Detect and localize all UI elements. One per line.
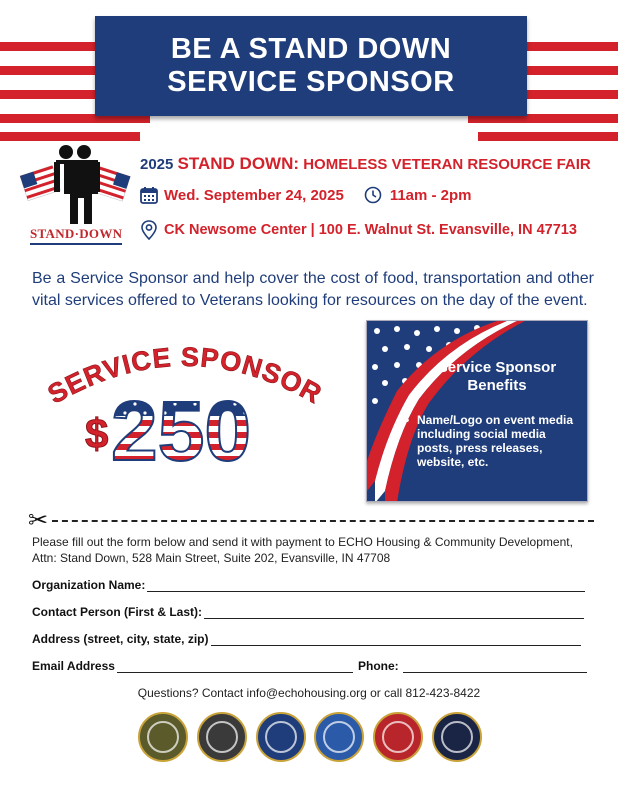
navy-seal-icon bbox=[197, 712, 247, 762]
phone-field[interactable] bbox=[358, 659, 587, 673]
flag-corner-graphic bbox=[367, 321, 588, 502]
event-year: 2025 bbox=[140, 156, 174, 173]
logo-text: STAND·DOWN bbox=[30, 226, 122, 245]
army-seal-icon bbox=[138, 712, 188, 762]
contact-person-field[interactable] bbox=[32, 605, 584, 619]
event-location-row bbox=[140, 220, 577, 240]
event-title-rest: HOMELESS VETERAN RESOURCE FAIR bbox=[303, 156, 591, 173]
email-label: Email Address bbox=[32, 659, 115, 673]
clock-icon bbox=[364, 186, 382, 204]
calendar-icon bbox=[140, 186, 158, 204]
benefits-card bbox=[366, 320, 588, 502]
organization-label: Organization Name: bbox=[32, 578, 146, 592]
event-title bbox=[140, 154, 591, 174]
benefits-item: • Name/Logo on event media including social media posts, press releases, website, etc. bbox=[405, 413, 583, 469]
address-input-line[interactable] bbox=[211, 634, 581, 646]
header-banner bbox=[95, 16, 527, 116]
dashed-divider bbox=[52, 520, 594, 522]
address-field[interactable] bbox=[32, 632, 581, 646]
organization-field[interactable] bbox=[32, 578, 585, 592]
contact-person-label: Contact Person (First & Last): bbox=[32, 605, 203, 619]
benefits-title: Service Sponsor Benefits bbox=[437, 359, 557, 394]
event-date: Wed. September 24, 2025 bbox=[164, 186, 344, 204]
event-time: 11am - 2pm bbox=[389, 186, 472, 204]
sponsor-arc-text: SERVICE SPONSOR bbox=[42, 341, 328, 410]
coast-guard-seal-icon bbox=[314, 712, 364, 762]
address-label: Address (street, city, state, zip) bbox=[32, 632, 209, 646]
email-field[interactable] bbox=[32, 659, 353, 673]
event-time-group bbox=[364, 186, 472, 204]
sponsor-dollar-sign: $ bbox=[85, 410, 109, 457]
phone-label: Phone: bbox=[358, 659, 399, 673]
header-title-line2: SERVICE SPONSOR bbox=[167, 66, 455, 98]
questions-contact: Questions? Contact info@echohousing.org or call 812-423-8422 bbox=[137, 686, 481, 700]
scissors-icon: ✂ bbox=[28, 506, 49, 534]
email-input-line[interactable] bbox=[117, 661, 353, 673]
air-force-seal-icon bbox=[256, 712, 306, 762]
intro-paragraph: Be a Service Sponsor and help cover the cost of food, transportation and other vital services offered to Veterans looking for resources on the day of the event. bbox=[32, 270, 594, 309]
benefits-list bbox=[405, 413, 583, 469]
space-force-seal-icon bbox=[432, 712, 482, 762]
location-pin-icon bbox=[140, 220, 158, 240]
phone-input-line[interactable] bbox=[403, 661, 587, 673]
cut-line bbox=[28, 506, 594, 534]
event-date-row bbox=[140, 186, 472, 204]
event-title-highlight: STAND DOWN: bbox=[177, 154, 300, 173]
form-instructions: Please fill out the form below and send it with payment to ECHO Housing & Community Development, Attn: Stand Down, 528 Main Street, Suite 202, Evansville, IN 47708 bbox=[32, 535, 573, 565]
header-title-line1: BE A STAND DOWN bbox=[170, 33, 452, 65]
marine-corps-seal-icon bbox=[373, 712, 423, 762]
sponsor-amount: 250 bbox=[111, 386, 252, 466]
event-location: CK Newsome Center | 100 E. Walnut St. Evansville, IN 47713 bbox=[164, 222, 577, 238]
organization-input-line[interactable] bbox=[147, 580, 585, 592]
contact-person-input-line[interactable] bbox=[204, 607, 584, 619]
military-seals-row bbox=[138, 712, 482, 764]
sponsor-price bbox=[85, 386, 285, 466]
